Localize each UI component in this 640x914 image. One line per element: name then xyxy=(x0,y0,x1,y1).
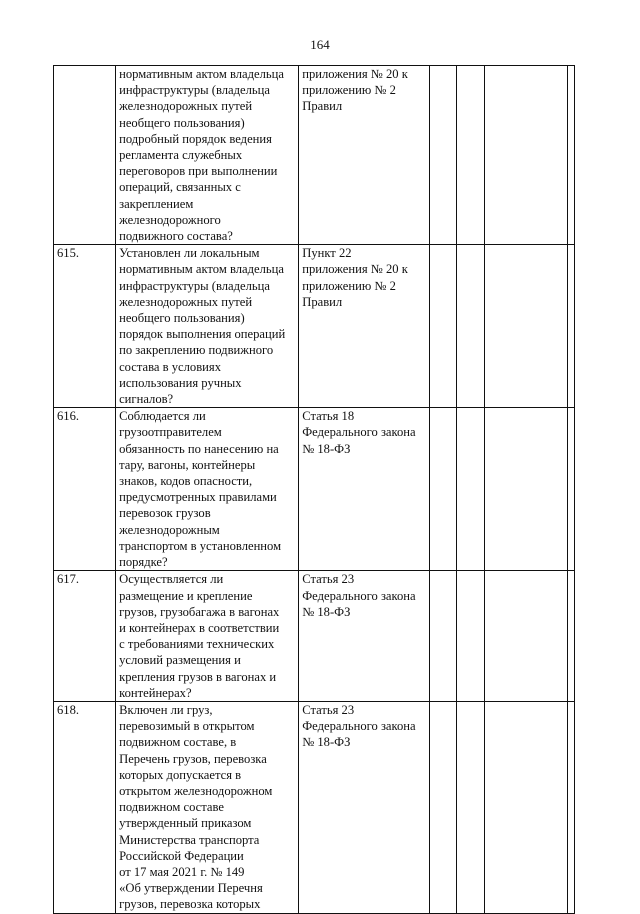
answer-no-cell xyxy=(457,66,485,245)
question-text: Установлен ли локальным нормативным актом владельца инфраструктуры (владельца железнодорожных путей необщего пользования) порядок выполнения операций по закреплению подвижного состава в условиях использования ручных сигналов? xyxy=(119,246,286,407)
question-cell xyxy=(116,571,299,702)
answer-na-cell xyxy=(485,701,567,913)
question-text: Соблюдается ли грузоотправителем обязанность по нанесению на тару, вагоны, контейнеры знаков, кодов опасности, предусмотренных правилами перевозок грузов железнодорожным транспортом в установленном порядке? xyxy=(119,409,282,570)
answer-no-cell xyxy=(457,571,485,702)
table-row xyxy=(54,245,575,408)
notes-cell xyxy=(567,66,574,245)
row-number-cell xyxy=(54,701,116,913)
question-text: Осуществляется ли размещение и крепление грузов, грузобагажа в вагонах и контейнерах в соответствии с требованиями технических условий размещения и крепления грузов в вагонах и контейнерах? xyxy=(119,572,280,700)
notes-cell xyxy=(567,408,574,571)
legal-reference: Статья 18 Федерального закона № 18-ФЗ xyxy=(302,409,416,456)
question-cell xyxy=(116,408,299,571)
answer-na-cell xyxy=(485,66,567,245)
row-number: 615. xyxy=(57,246,80,261)
table-row xyxy=(54,408,575,571)
answer-yes-cell xyxy=(429,245,456,408)
legal-reference: Статья 23 Федерального закона № 18-ФЗ xyxy=(302,702,416,750)
answer-yes-cell xyxy=(429,701,456,913)
question-cell xyxy=(116,66,299,245)
table-row xyxy=(54,701,575,913)
question-text: нормативным актом владельца инфраструктуры (владельца железнодорожных путей необщего пользования) подробный порядок ведения регламента служебных переговоров при выполнении операций, связанных с закреплением железнодорожного подвижного состава? xyxy=(119,67,284,244)
legal-reference: Пункт 22 приложения № 20 к приложению № 2 Правил xyxy=(302,246,408,309)
row-number-cell xyxy=(54,66,116,245)
reference-cell xyxy=(299,245,430,408)
row-number-cell xyxy=(54,408,116,571)
page-number: 164 xyxy=(310,37,330,52)
checklist-table xyxy=(53,65,575,914)
reference-cell xyxy=(299,408,430,571)
reference-cell xyxy=(299,66,430,245)
legal-reference: приложения № 20 к приложению № 2 Правил xyxy=(302,67,408,114)
row-number: 617. xyxy=(57,572,80,587)
row-number: 618. xyxy=(57,702,80,717)
legal-reference: Статья 23 Федерального закона № 18-ФЗ xyxy=(302,572,416,619)
question-cell xyxy=(116,701,299,913)
answer-yes-cell xyxy=(429,66,456,245)
answer-yes-cell xyxy=(429,571,456,702)
notes-cell xyxy=(567,245,574,408)
row-number: 616. xyxy=(57,409,80,424)
table-row xyxy=(54,571,575,702)
reference-cell xyxy=(299,571,430,702)
answer-yes-cell xyxy=(429,408,456,571)
answer-no-cell xyxy=(457,408,485,571)
answer-no-cell xyxy=(457,245,485,408)
answer-na-cell xyxy=(485,408,567,571)
row-number-cell xyxy=(54,571,116,702)
question-cell xyxy=(116,245,299,408)
table-row xyxy=(54,66,575,245)
reference-cell xyxy=(299,701,430,913)
answer-na-cell xyxy=(485,245,567,408)
answer-na-cell xyxy=(485,571,567,702)
notes-cell xyxy=(567,571,574,702)
answer-no-cell xyxy=(457,701,485,913)
question-text: Включен ли груз, перевозимый в открытом подвижном составе, в Перечень грузов, перевозка которых допускается в открытом железнодорожном подвижном составе утвержденный приказом Министерства транспорта Российской Федерации от 17 мая 2021 г. № 149 «Об утверждении Перечня грузов, перевозка которых xyxy=(119,702,273,912)
row-number-cell xyxy=(54,245,116,408)
notes-cell xyxy=(567,701,574,913)
